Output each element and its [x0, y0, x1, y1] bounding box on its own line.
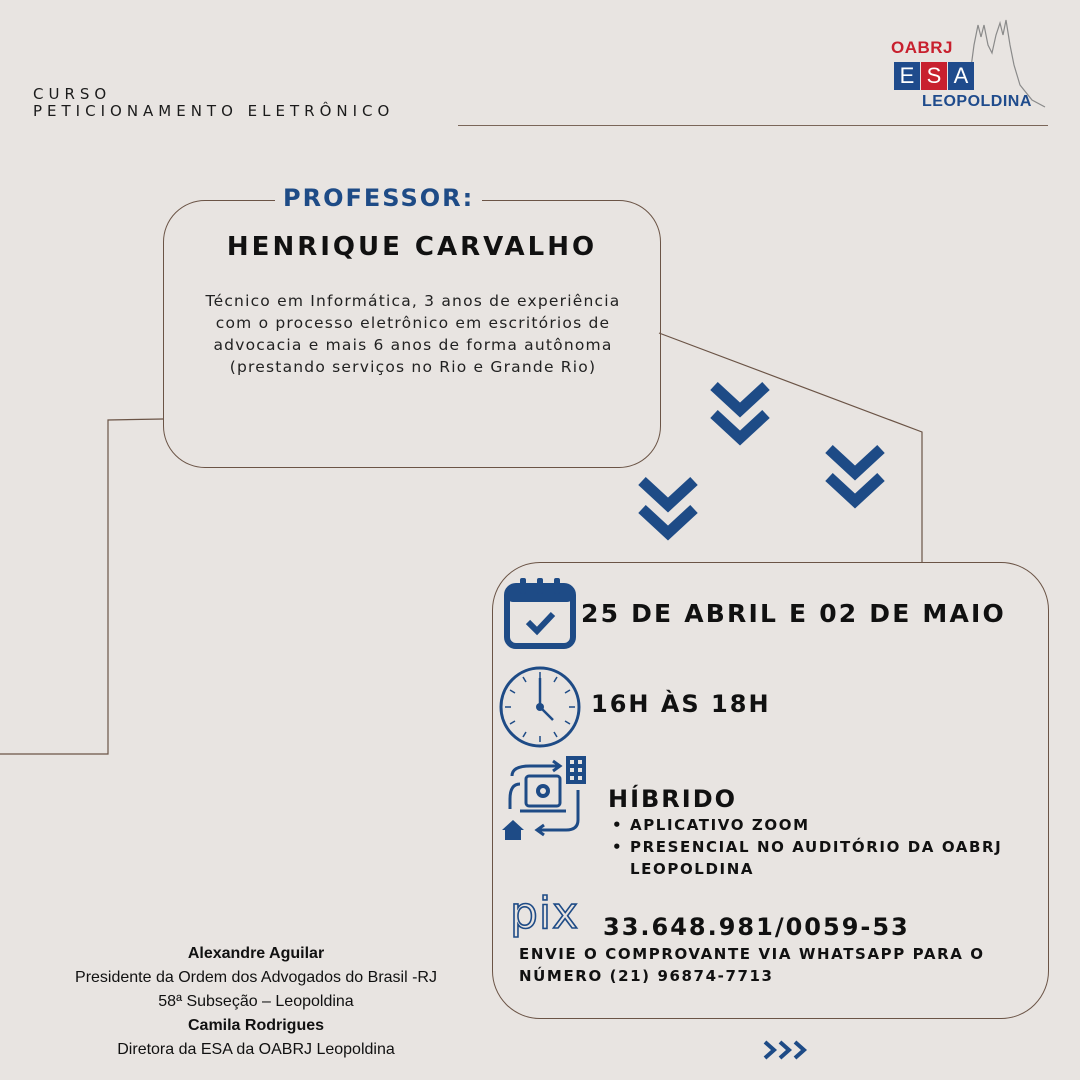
chevron-double-down-icon [823, 443, 887, 509]
signature-block [40, 942, 472, 1062]
logo-oabrj: OABRJ [891, 38, 954, 57]
triple-chevron-right-icon [762, 1038, 812, 1062]
header-divider [458, 125, 1048, 126]
signature-role-2: Diretora da ESA da OABRJ Leopoldina [117, 1041, 395, 1058]
clock-icon [497, 664, 583, 750]
pix-instructions: ENVIE O COMPROVANTE VIA WHATSAPP PARA O NÚMERO (21) 96874-7713 [519, 945, 985, 985]
signature-role-1a: Presidente da Ordem dos Advogados do Brasil -RJ [75, 969, 437, 986]
course-title-line2: PETICIONAMENTO ELETRÔNICO [33, 102, 395, 120]
course-title [33, 86, 394, 120]
chevron-double-down-icon [708, 380, 772, 446]
mode-option-presencial: • PRESENCIAL NO AUDITÓRIO DA OABRJ LEOPOLDINA [612, 836, 1042, 880]
calendar-check-icon [503, 576, 577, 650]
pix-key: 33.648.981/0059-53 [603, 913, 910, 941]
logo-letter-s: S [921, 62, 947, 90]
logo-letter-a: A [948, 62, 974, 90]
hybrid-work-icon [500, 754, 590, 844]
signature-name-1: Alexandre Aguilar [187, 945, 325, 962]
mode-options-list [612, 814, 1042, 880]
professor-name: HENRIQUE CARVALHO [226, 232, 598, 262]
course-time: 16H ÀS 18H [591, 690, 771, 718]
professor-description: Técnico em Informática, 3 anos de experiência com o processo eletrônico em escritórios de advocacia e mais 6 anos de forma autônoma (prestando serviços no Rio e Grande Rio) [205, 292, 621, 376]
logo-leopoldina: LEOPOLDINA [922, 93, 1032, 110]
logo-letter-e: E [894, 62, 920, 90]
professor-label: PROFESSOR: [275, 184, 482, 212]
signature-role-1b: 58ª Subseção – Leopoldina [158, 993, 354, 1010]
signature-name-2: Camila Rodrigues [187, 1017, 325, 1034]
course-dates: 25 DE ABRIL E 02 DE MAIO [581, 599, 1007, 628]
pix-logo-text: pix [510, 888, 580, 939]
course-mode: HÍBRIDO [608, 785, 738, 813]
pix-icon [508, 884, 580, 944]
course-title-line1: CURSO [33, 85, 112, 103]
chevron-double-down-icon [636, 475, 700, 541]
mode-option-zoom: • APLICATIVO ZOOM [612, 814, 1042, 836]
